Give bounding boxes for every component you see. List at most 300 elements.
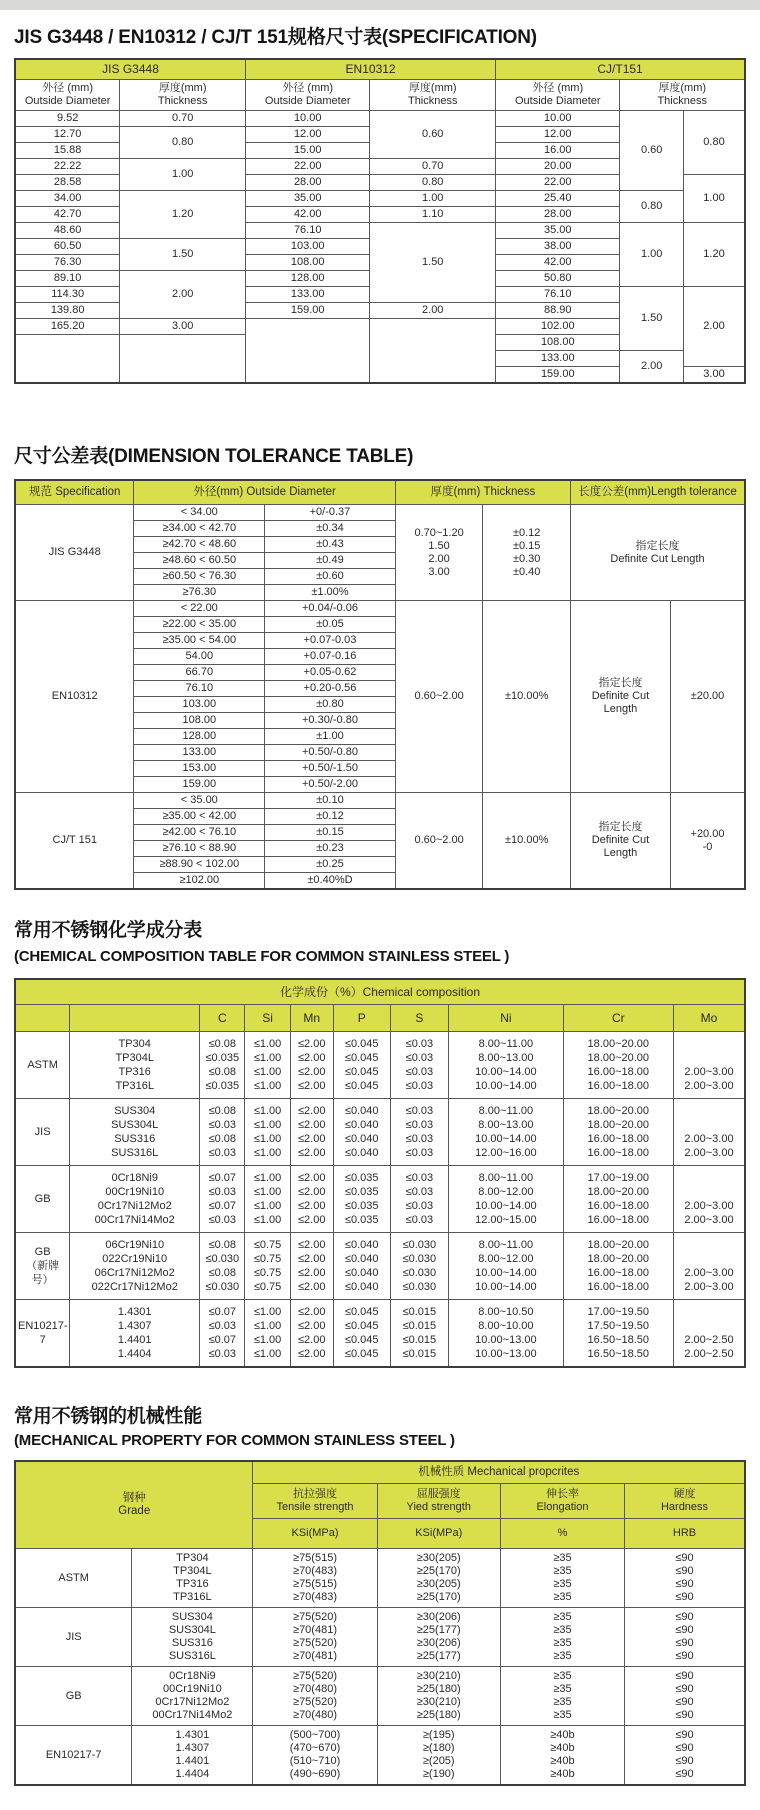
table-cell [563,1300,673,1368]
cell-line: 长度公差(mm)Length tolerance [578,486,737,498]
cell-line: 2.00~2.50 [684,1334,734,1346]
cell-line: ≥22.00 < 35.00 [162,618,237,630]
cell-line: +0.50/-1.50 [301,762,358,774]
cell-line: ≥42.70 < 48.60 [162,538,237,550]
cell-line: 022Cr17Ni12Mo2 [91,1281,178,1293]
cell-line: ≤2.00 [297,1348,326,1360]
table-cell [134,585,265,601]
cell-line: ±1.00% [311,586,349,598]
table-cell [70,1099,200,1166]
cell-line: 00Cr19Ni10 [163,1683,222,1695]
cell-line: ASTM [27,1059,58,1071]
cell-line: 133.00 [182,746,217,758]
cell-line: +0.07-0.03 [303,634,357,646]
cell-line: ±0.80 [316,698,344,710]
cell-line: 8.00~11.00 [478,1105,534,1117]
table-cell [134,809,265,825]
table-cell [390,1300,448,1368]
cell-line [676,1037,742,1051]
cell-line: ≥102.00 [179,874,220,886]
cell-line: 15.00 [293,144,322,156]
cell-line: ±0.30 [512,552,541,565]
table-cell [500,1667,624,1726]
cell-line: 66.70 [185,666,214,678]
cell-line [72,1011,197,1025]
column-header [500,1519,624,1549]
cell-line: 133.00 [290,288,325,300]
table-cell [390,1166,448,1233]
cell-line: 10.00 [544,112,572,124]
cell-line: ±10.00% [505,690,549,702]
cell-line: 伸长率 [545,1488,579,1500]
cell-line: 1.00 [171,168,194,180]
cell-line: 133.00 [540,352,575,364]
table-cell [395,505,483,601]
cell-line: ≤0.015 [402,1320,437,1332]
cell-line: ±0.34 [316,522,344,534]
table-cell [265,745,396,761]
table-cell [70,1233,200,1300]
cell-line: TP304 [118,1038,151,1050]
table-row [15,601,745,617]
cell-line: 17.00~19.00 [587,1172,650,1184]
cell-line: 18.00~20.00 [587,1253,650,1265]
cell-line: +0.05-0.62 [303,666,357,678]
cell-line: TP316 [118,1066,151,1078]
cell-line: ≥25(177) [416,1650,461,1662]
cell-line: ≤0.045 [344,1334,379,1346]
cell-line: 16.00~18.00 [587,1133,650,1145]
column-header [625,1484,745,1519]
table-cell [134,633,265,649]
cell-line: ≥25(170) [416,1565,461,1577]
table-cell [132,1608,253,1667]
table-cell [620,191,684,223]
cell-line: 159.00 [540,368,575,380]
cell-line: ±0.43 [316,538,344,550]
cell-line: 128.00 [182,730,217,742]
cell-line: ≥75(520) [293,1696,337,1708]
cell-line: 108.00 [182,714,217,726]
cell-line: ≤0.03 [405,1038,434,1050]
cell-line: 16.00 [544,144,572,156]
cell-line: 103.00 [290,240,325,252]
cell-line: SUS316 [114,1133,156,1145]
cell-line: 159.00 [182,778,217,790]
cell-line: ≤0.75 [253,1239,282,1251]
table-cell [265,521,396,537]
cell-line: ≤2.00 [297,1267,326,1279]
cell-line: TP304L [173,1565,212,1577]
cell-line: 3.00 [703,368,725,380]
table-cell [265,633,396,649]
cell-line: 16.00~18.00 [587,1200,650,1212]
cell-line: ≥30(205) [416,1552,461,1564]
table-cell [684,223,745,287]
table-cell [625,1667,745,1726]
table-cell [265,793,396,809]
cell-line: ≤0.75 [253,1253,282,1265]
cell-line: 16.00~18.00 [587,1267,650,1279]
cell-line: (490~690) [289,1768,341,1780]
table-row [15,191,745,207]
cell-line: Tensile strength [276,1501,354,1513]
table-cell [370,111,496,159]
cell-line: ≥(195) [422,1729,455,1741]
table-cell [246,111,370,127]
cell-line: Length [603,703,638,715]
cell-line [372,344,493,357]
table-row [15,1005,745,1032]
table-cell [620,223,684,287]
cell-line: 12.70 [53,128,82,140]
cell-line: 10.00~14.00 [475,1066,537,1078]
cell-line: ≤0.08 [208,1239,237,1251]
table-cell [134,777,265,793]
spec-sheet-page [0,10,760,1810]
cell-line: 1.4401 [117,1334,152,1346]
cell-line: 1.20 [171,208,194,220]
cell-line: 153.00 [182,762,217,774]
cell-line: ≥40b [550,1755,575,1767]
cell-line: ≥75(520) [293,1637,337,1649]
cell-line: 12.00 [544,128,572,140]
table-cell [134,729,265,745]
table-cell [265,665,396,681]
cell-line: ≤1.00 [253,1147,282,1159]
cell-line: 硬度 [673,1488,696,1500]
cell-line: ≤0.030 [402,1239,437,1251]
cell-line: 0Cr17Ni12Mo2 [155,1696,230,1708]
cell-line: 10.00~14.00 [475,1133,537,1145]
table-cell [370,159,496,175]
cell-line: ≤1.00 [253,1200,282,1212]
table-cell [483,601,571,793]
cell-line: 60.50 [53,240,82,252]
cell-line: ≥70(481) [293,1624,337,1636]
cell-line: Outside Diameter [264,95,351,107]
table-cell [15,191,120,207]
table-header [253,1461,745,1484]
cell-line: ≥35 [553,1683,572,1695]
mechanical-table-title-en: (MECHANICAL PROPERTY FOR COMMON STAINLESS STEEL ) [14,1432,455,1449]
table-cell [449,1300,564,1368]
column-header [395,480,570,505]
cell-line: Definite Cut [591,690,650,702]
cell-line: 1.4307 [117,1320,152,1332]
table-cell [134,521,265,537]
cell-line: 1.50 [422,256,444,268]
mechanical-property-table [14,1460,746,1786]
table-cell [290,1233,333,1300]
table-cell [120,271,246,319]
cell-line: 2.00 [428,552,450,565]
table-cell [70,1032,200,1099]
cell-line: 10.00~14.00 [475,1267,537,1279]
table-cell [134,569,265,585]
cell-line: ≤0.035 [344,1172,379,1184]
cell-line: ≤90 [675,1565,694,1577]
cell-line: ≥35 [553,1565,572,1577]
cell-line [676,1252,742,1266]
table-row [15,1549,745,1608]
standard-label [15,1726,132,1786]
table-cell [265,537,396,553]
cell-line: ≤0.03 [405,1080,434,1092]
cell-line: （新牌号） [26,1260,60,1286]
table-cell [370,207,496,223]
cell-line: Mo [700,1011,718,1025]
cell-line: 17.00~19.50 [587,1306,650,1318]
cell-line [676,1319,742,1333]
mechanical-table-title-cn: 常用不锈钢的机械性能 [14,1406,203,1427]
cell-line: 10.00 [293,112,322,124]
column-header [496,80,620,111]
cell-line: ≤0.03 [405,1200,434,1212]
cell-line: TP304L [115,1052,154,1064]
cell-line: 8.00~13.00 [478,1119,534,1131]
table-cell [134,665,265,681]
cell-line: ASTM [58,1571,89,1584]
cell-line: ≥25(170) [416,1591,461,1603]
cell-line: ≤1.00 [253,1105,282,1117]
cell-line: 外径 (mm) [42,82,93,94]
cell-line: 8.00~13.00 [478,1052,534,1064]
cell-line: ±1.00 [316,730,344,742]
cell-line: SUS304L [168,1624,216,1636]
table-cell [449,1032,564,1099]
table-cell [370,191,496,207]
cell-line: 8.00~10.00 [478,1320,534,1332]
table-cell [134,825,265,841]
cell-line: ≤90 [675,1768,694,1780]
table-cell [390,1032,448,1099]
cell-line: 35.00 [544,224,572,236]
table-cell [120,335,246,384]
cell-line: 103.00 [182,698,217,710]
cell-line: ≤2.00 [297,1253,326,1265]
table-cell [265,841,396,857]
cell-line [18,1011,67,1025]
cell-line: Definite Cut Length [610,552,705,565]
cell-line: 12.00 [293,128,322,140]
cell-line: ≤2.00 [297,1133,326,1145]
table-cell [134,793,265,809]
table-cell [253,1608,377,1667]
table-row [15,1726,745,1786]
cell-line: 2.00~3.00 [684,1066,734,1078]
cell-line: Outside Diameter [24,95,111,107]
table-cell [15,175,120,191]
cell-line: ≤0.015 [402,1306,437,1318]
cell-line: (500~700) [289,1729,341,1741]
cell-line: SUS304 [171,1611,213,1623]
cell-line: ≤0.03 [405,1214,434,1226]
cell-line: ≤90 [675,1670,694,1682]
cell-line: SUS316L [111,1147,159,1159]
cell-line: 0.60 [641,144,663,156]
cell-line: 48.60 [53,224,82,236]
cell-line [122,352,243,365]
cell-line: 139.80 [50,304,85,316]
cell-line: EN10312 [345,62,396,76]
cell-line: ≤0.08 [208,1105,237,1117]
cell-line: ≤1.00 [253,1080,282,1092]
table-cell [563,1166,673,1233]
cell-line: ≥35.00 < 42.00 [162,810,237,822]
cell-line: GB [34,1193,51,1205]
table-row [15,1667,745,1726]
cell-line: ≥42.00 < 76.10 [162,826,237,838]
table-cell [246,143,370,159]
cell-line: 50.80 [544,272,572,284]
cell-line: JIS [65,1630,82,1643]
cell-line: ≤0.03 [405,1172,434,1184]
cell-line: 1.4404 [175,1768,210,1780]
cell-line: 1.00 [641,248,663,260]
cell-line: ±0.10 [316,794,344,806]
cell-line: 38.00 [544,240,572,252]
cell-line: ≥(180) [422,1742,455,1754]
cell-line: 8.00~12.00 [478,1186,534,1198]
cell-line: ≤0.03 [208,1214,237,1226]
table-cell [120,159,246,191]
column-header [370,80,496,111]
cell-line: ≤0.03 [405,1186,434,1198]
cell-line: 128.00 [290,272,325,284]
cell-line: ≥48.60 < 60.50 [162,554,237,566]
table-cell [673,1233,745,1300]
table-cell [496,255,620,271]
cell-line: ≤0.75 [253,1281,282,1293]
cell-line: ≤2.00 [297,1200,326,1212]
cell-line: ≤0.03 [405,1052,434,1064]
cell-line: ≤0.040 [344,1281,379,1293]
cell-line: ±0.15 [512,539,541,552]
cell-line: ≤1.00 [253,1066,282,1078]
cell-line: 2.00~3.00 [684,1267,734,1279]
cell-line: 厚度(mm) Thickness [430,486,536,498]
cell-line: 16.50~18.50 [587,1334,650,1346]
table-cell [496,127,620,143]
cell-line: 0Cr18Ni9 [169,1670,216,1682]
table-cell [673,1032,745,1099]
cell-line: KSi(MPa) [415,1527,463,1539]
cell-line: ≤0.015 [402,1348,437,1360]
cell-line: ≤0.040 [344,1105,379,1117]
cell-line: 88.90 [544,304,572,316]
column-header [290,1005,333,1032]
table-cell [496,223,620,239]
cell-line [18,352,117,365]
cell-line: ≥60.50 < 76.30 [162,570,237,582]
cell-line: 28.58 [53,176,82,188]
cell-line: ≤1.00 [253,1214,282,1226]
cell-line: ≤1.00 [253,1038,282,1050]
table-cell [333,1166,390,1233]
cell-line: 8.00~11.00 [478,1239,534,1251]
cell-line: ±0.49 [316,554,344,566]
cell-line: 102.00 [540,320,575,332]
table-cell [333,1300,390,1368]
table-cell [496,319,620,335]
cell-line: ≤0.035 [205,1080,240,1092]
cell-line: GB [65,1689,82,1702]
cell-line: 17.50~19.50 [587,1320,650,1332]
cell-line: 16.00~18.00 [587,1281,650,1293]
cell-line: ≤0.08 [208,1066,237,1078]
cell-line: 10.00~13.00 [475,1334,537,1346]
dimension-tolerance-table [14,479,746,890]
table-cell [496,335,620,351]
cell-line: 2.00~3.00 [684,1281,734,1293]
cell-line: ≤1.00 [253,1306,282,1318]
cell-line: 0.60 [422,128,444,140]
table-cell [134,537,265,553]
cell-line: 15.88 [53,144,82,156]
spec-label [15,793,134,890]
table-cell [449,1233,564,1300]
cell-line: ≥34.00 < 42.70 [162,522,237,534]
cell-line: CJ/T 151 [52,834,97,846]
cell-line: 18.00~20.00 [587,1239,650,1251]
cell-line: 0.60~2.00 [414,834,464,846]
cell-line: TP316L [173,1591,212,1603]
cell-line: +0.50/-0.80 [301,746,358,758]
cell-line: ≤1.00 [253,1186,282,1198]
cell-line: ≤2.00 [297,1119,326,1131]
cell-line: ≥76.10 < 88.90 [162,842,237,854]
cell-line: EN10312 [51,690,98,702]
standard-label [15,1667,132,1726]
table-cell [246,255,370,271]
table-cell [333,1233,390,1300]
table-cell [449,1099,564,1166]
cell-line: 35.00 [293,192,322,204]
column-header [245,1005,290,1032]
table-cell [563,1233,673,1300]
table-cell [253,1667,377,1726]
cell-line: 指定长度 [598,677,643,689]
column-header [449,1005,564,1032]
cell-line: SUS316L [168,1650,216,1662]
table-cell [333,1032,390,1099]
table-cell [370,175,496,191]
table-cell [684,111,745,175]
table-cell [500,1608,624,1667]
cell-line: 20.00 [544,160,572,172]
cell-line: 76.10 [185,682,214,694]
cell-line: 0.80 [422,176,444,188]
cell-line: ≤0.03 [405,1147,434,1159]
cell-line: 18.00~20.00 [587,1052,650,1064]
column-header [377,1484,500,1519]
cell-line: TP316L [115,1080,154,1092]
cell-line: ≥35 [553,1591,572,1603]
table-row [15,111,745,127]
cell-line: ±0.25 [316,858,344,870]
cell-line: (470~670) [289,1742,341,1754]
table-cell [620,111,684,191]
cell-line: ≤0.030 [402,1267,437,1279]
cell-line: KSi(MPa) [291,1527,339,1539]
cell-line [676,1118,742,1132]
cell-line: ≤0.03 [405,1105,434,1117]
table-cell [132,1549,253,1608]
cell-line: ≤0.040 [344,1147,379,1159]
table-cell [15,207,120,223]
cell-line [248,344,367,357]
